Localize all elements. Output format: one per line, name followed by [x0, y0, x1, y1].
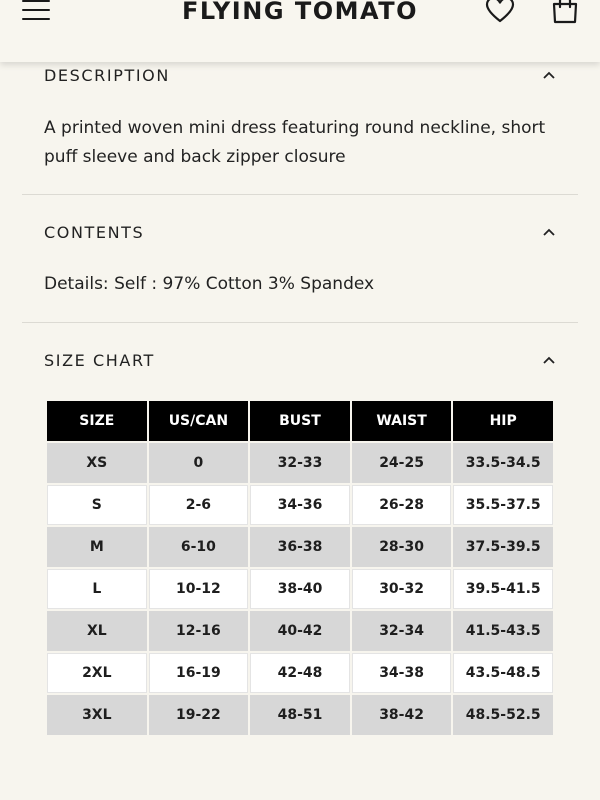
table-row: [47, 653, 553, 693]
table-cell: M: [47, 527, 147, 567]
table-cell: 26-28: [352, 485, 452, 525]
size-chart-table: [45, 399, 555, 737]
table-cell: 30-32: [352, 569, 452, 609]
description-text: A printed woven mini dress featuring round neckline, short puff sleeve and back zipper closure: [44, 118, 546, 167]
table-cell: 34-36: [250, 485, 350, 525]
table-cell: 24-25: [352, 443, 452, 483]
contents-accordion-header[interactable]: [44, 218, 578, 248]
table-cell: 42-48: [250, 653, 350, 693]
table-cell: 35.5-37.5: [453, 485, 553, 525]
table-cell: 39.5-41.5: [453, 569, 553, 609]
table-cell: 40-42: [250, 611, 350, 651]
table-cell: XS: [47, 443, 147, 483]
column-header: HIP: [453, 401, 553, 441]
chevron-up-icon[interactable]: [542, 227, 556, 237]
table-cell: 19-22: [149, 695, 249, 735]
column-header: US/CAN: [149, 401, 249, 441]
table-cell: 12-16: [149, 611, 249, 651]
table-cell: 48.5-52.5: [453, 695, 553, 735]
brand-logo[interactable]: FLYING TOMATO: [181, 0, 419, 25]
table-cell: 37.5-39.5: [453, 527, 553, 567]
table-cell: 2-6: [149, 485, 249, 525]
table-cell: 48-51: [250, 695, 350, 735]
table-row: [47, 569, 553, 609]
table-row: [47, 443, 553, 483]
table-cell: L: [47, 569, 147, 609]
table-cell: 38-42: [352, 695, 452, 735]
table-cell: 6-10: [149, 527, 249, 567]
table-cell: 32-34: [352, 611, 452, 651]
table-cell: 32-33: [250, 443, 350, 483]
column-header: WAIST: [352, 401, 452, 441]
chevron-up-icon[interactable]: [542, 70, 556, 80]
table-cell: 10-12: [149, 569, 249, 609]
contents-text: Details: Self : 97% Cotton 3% Spandex: [44, 274, 375, 294]
size-chart-accordion-header[interactable]: [44, 346, 578, 376]
section-divider: [22, 322, 578, 323]
table-cell: S: [47, 485, 147, 525]
table-cell: 34-38: [352, 653, 452, 693]
table-row: [47, 611, 553, 651]
contents-title: CONTENTS: [44, 223, 145, 242]
table-row: [47, 695, 553, 735]
column-header: SIZE: [47, 401, 147, 441]
table-cell: 33.5-34.5: [453, 443, 553, 483]
chevron-up-icon[interactable]: [542, 355, 556, 365]
table-row: [47, 527, 553, 567]
table-row: [47, 485, 553, 525]
table-cell: 38-40: [250, 569, 350, 609]
size-chart-title: SIZE CHART: [44, 351, 155, 370]
top-header: [0, 0, 600, 62]
section-divider: [22, 194, 578, 195]
table-cell: 0: [149, 443, 249, 483]
heart-icon[interactable]: [485, 0, 515, 24]
table-cell: 3XL: [47, 695, 147, 735]
column-header: BUST: [250, 401, 350, 441]
table-cell: 41.5-43.5: [453, 611, 553, 651]
description-title: DESCRIPTION: [44, 66, 170, 85]
table-cell: 36-38: [250, 527, 350, 567]
description-accordion-header[interactable]: [44, 61, 578, 91]
table-cell: 28-30: [352, 527, 452, 567]
table-cell: XL: [47, 611, 147, 651]
shopping-bag-icon[interactable]: [550, 0, 580, 24]
table-header-row: [47, 401, 553, 441]
table-cell: 43.5-48.5: [453, 653, 553, 693]
table-cell: 16-19: [149, 653, 249, 693]
table-cell: 2XL: [47, 653, 147, 693]
